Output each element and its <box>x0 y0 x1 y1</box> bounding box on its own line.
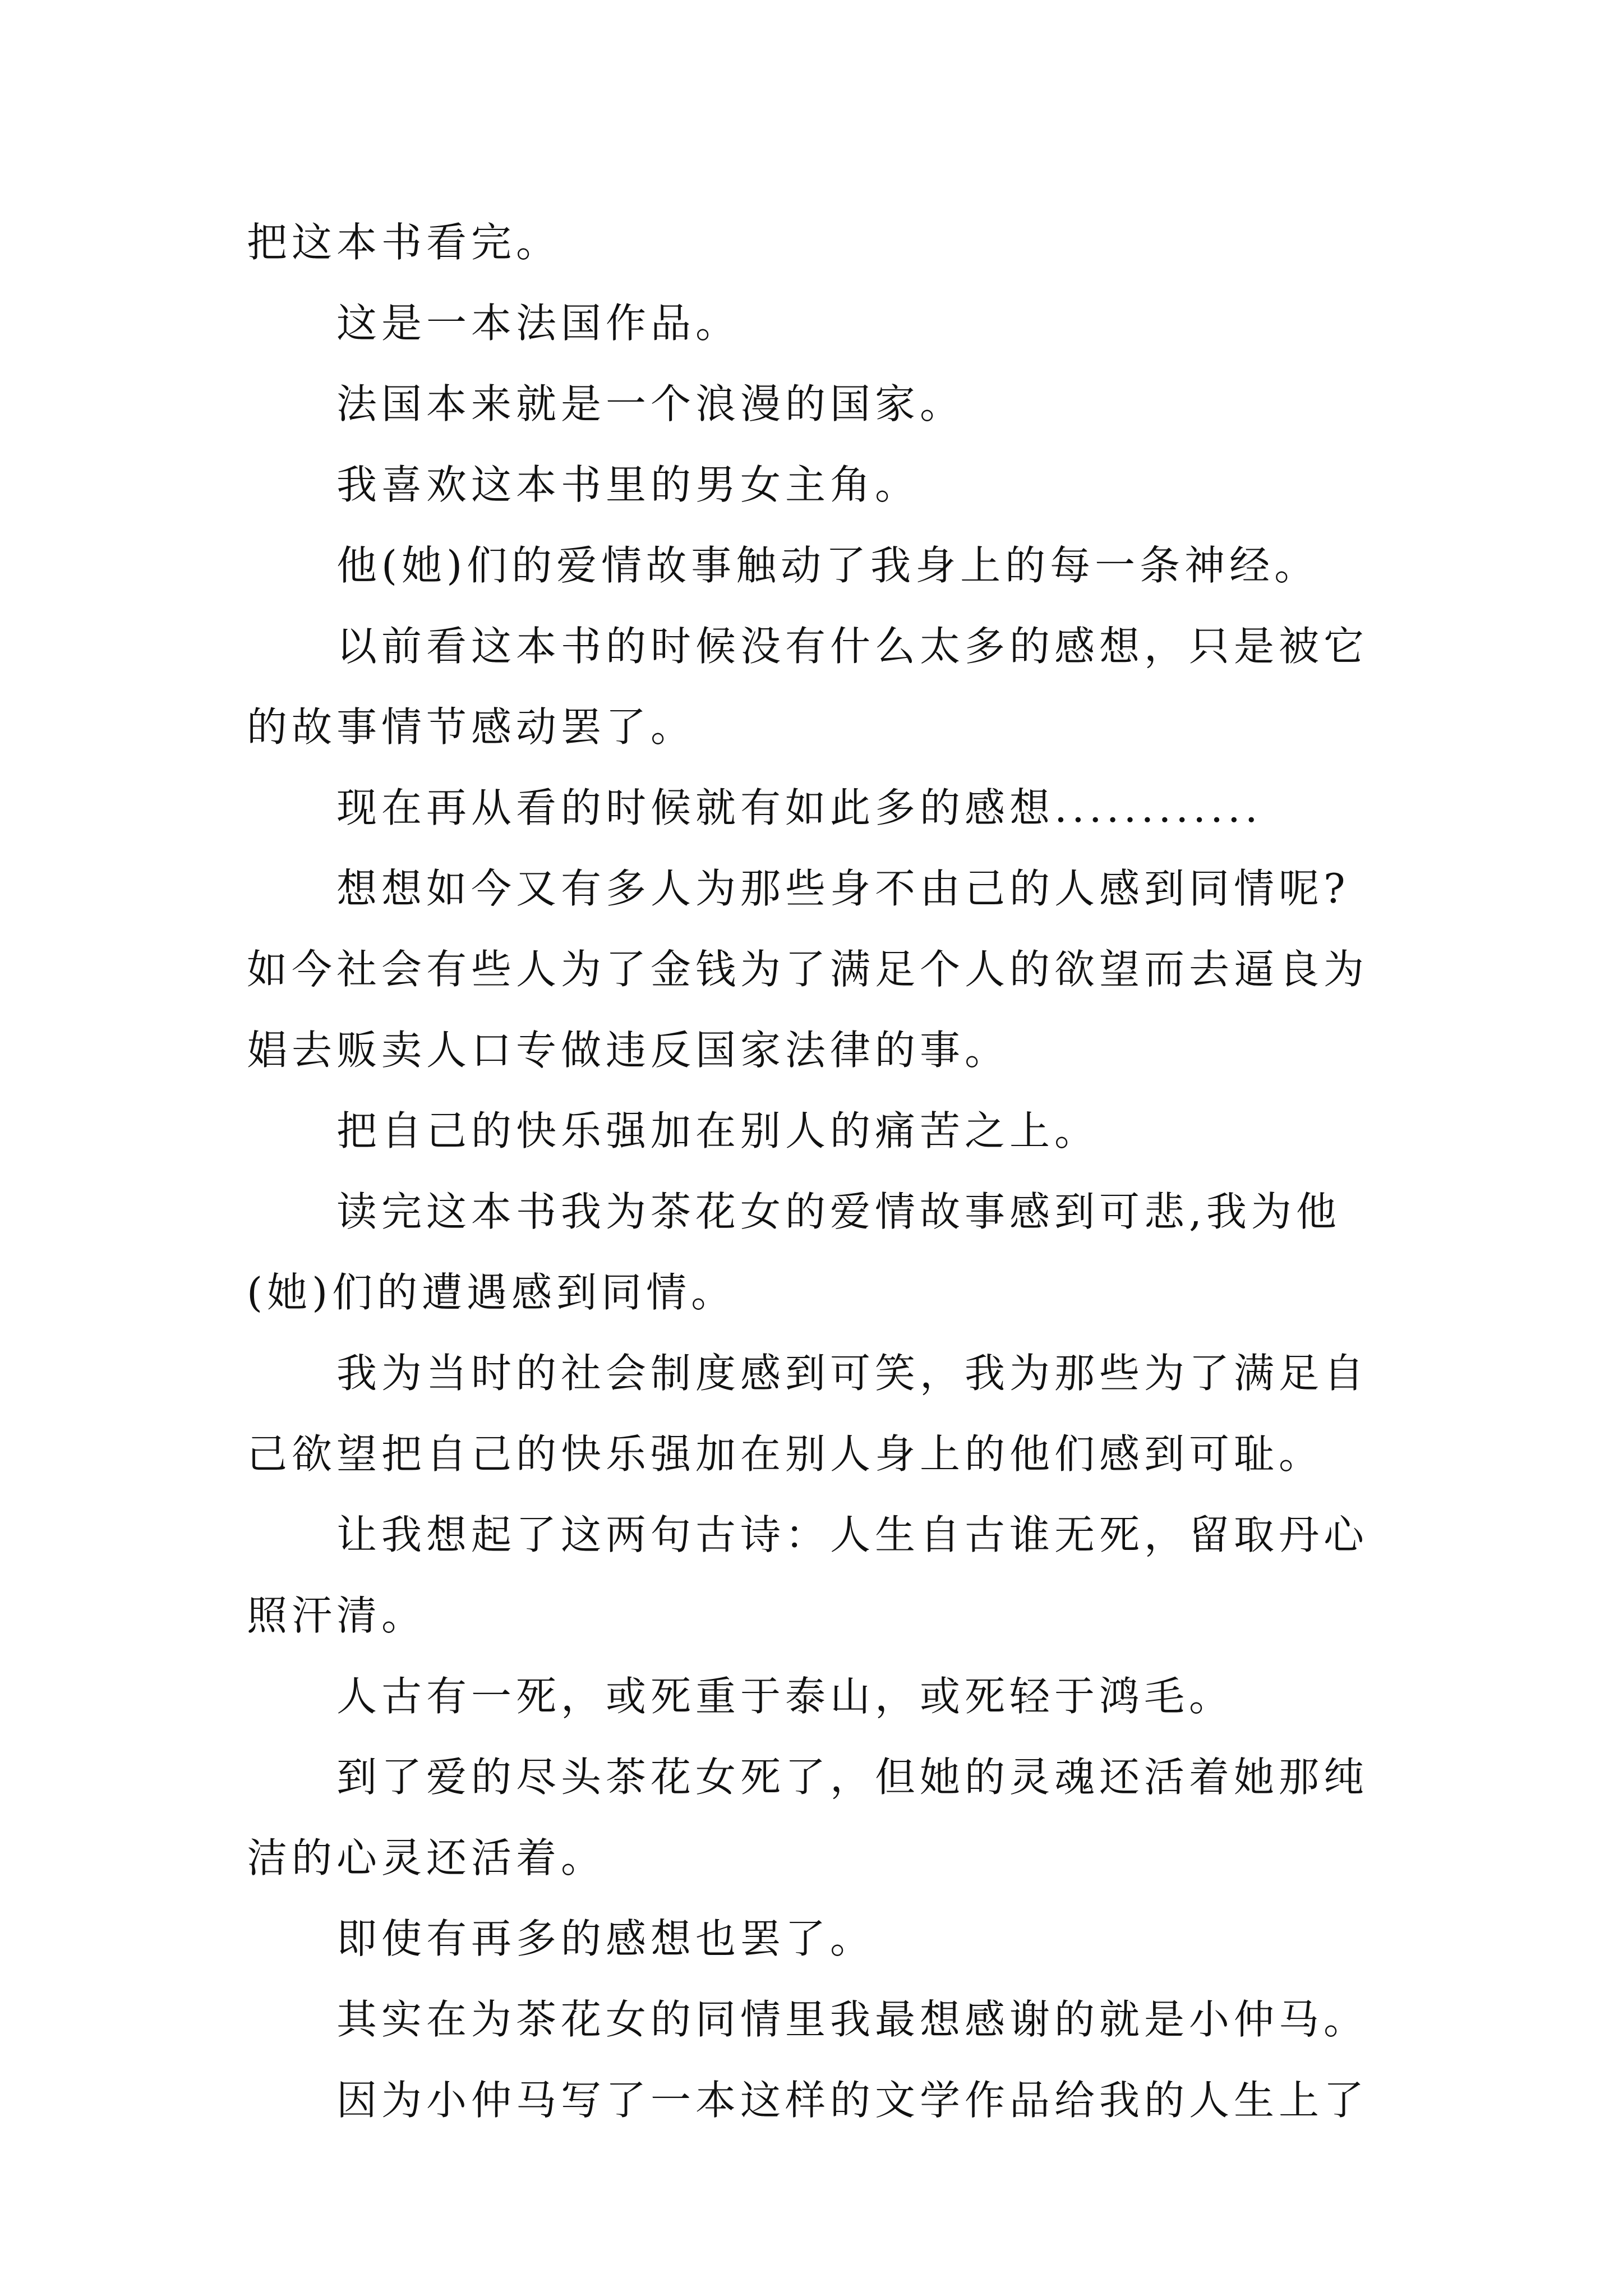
paragraph: 到了爱的尽头茶花女死了，但她的灵魂还活着她那纯洁的心灵还活着。 <box>247 1754 1369 1881</box>
paragraph: 即使有再多的感想也罢了。 <box>336 1915 875 1962</box>
paragraph: 让我想起了这两句古诗：人生自古谁无死，留取丹心照汗清。 <box>247 1511 1369 1639</box>
paragraph: 读完这本书我为茶花女的爱情故事感到可悲,我为他(她)们的遭遇感到同情。 <box>247 1188 1341 1316</box>
paragraph: 法国本来就是一个浪漫的国家。 <box>336 380 965 427</box>
paragraph: 他(她)们的爱情故事触动了我身上的每一条神经。 <box>336 542 1320 589</box>
paragraph: 这是一本法国作品。 <box>336 300 741 347</box>
paragraph: 把自己的快乐强加在别人的痛苦之上。 <box>336 1107 1100 1154</box>
paragraph: 想想如今又有多人为那些身不由己的人感到同情呢?如今社会有些人为了金钱为了满足个人的欲望而去逼良为娼去贩卖人口专做违反国家法律的事。 <box>247 865 1369 1074</box>
paragraph: 其实在为茶花女的同情里我最想感谢的就是小仲马。 <box>336 1996 1369 2043</box>
paragraph: 以前看这本书的时候没有什么太多的感想，只是被它的故事情节感动罢了。 <box>247 623 1369 751</box>
paragraph: 我喜欢这本书里的男女主角。 <box>336 461 920 508</box>
paragraph: 现在再从看的时候就有如此多的感想............ <box>336 784 1262 831</box>
document-body <box>247 202 1380 2141</box>
paragraph: 因为小仲马写了一本这样的文学作品给我的人生上了 <box>336 2077 1369 2124</box>
paragraph: 我为当时的社会制度感到可笑，我为那些为了满足自己欲望把自己的快乐强加在别人身上的他们感到可耻。 <box>247 1350 1369 1478</box>
paragraph: 人古有一死，或死重于泰山，或死轻于鸿毛。 <box>336 1673 1234 1720</box>
paragraph: 把这本书看完。 <box>247 219 561 266</box>
